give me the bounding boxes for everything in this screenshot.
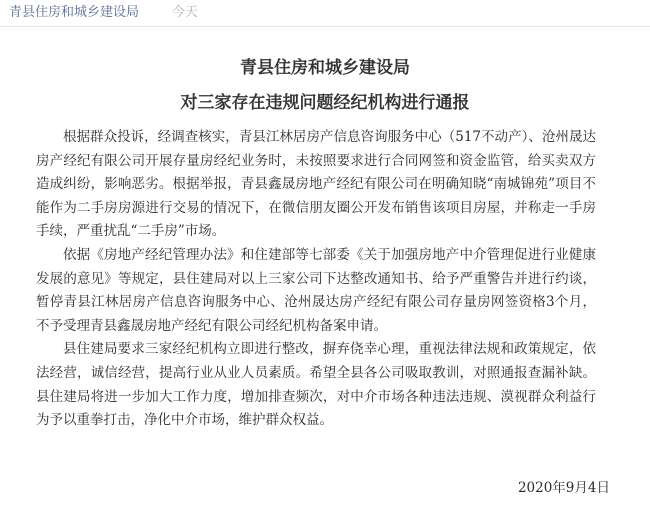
article-title-line-2: 对三家存在违规问题经纪机构进行通报 [180,93,470,113]
post-time: 今天 [172,5,199,20]
article-title-line-1: 青县住房和城乡建设局 [240,58,410,78]
account-name-link[interactable]: 青县住房和城乡建设局 [9,5,140,20]
notice-date: 2020年9月4日 [517,480,610,496]
paragraph-3: 县住建局要求三家经纪机构立即进行整改，摒弃侥幸心理，重视法律法规和政策规定，依法经营，诚信经营，提高行业从业人员素质。希望全县各公司吸取教训，对照通报查漏补缺。县住建局将进一步加大工作力度，增加排查频次，对中介市场各种违法违规、漠视群众利益行为予以重拳打击，净化中介市场，维护群众权益。 [36,341,596,429]
paragraph-1: 根据群众投诉，经调查核实，青县江林居房产信息咨询服务中心（517不动产）、沧州晟达房产经纪有限公司开展存量房经纪业务时，未按照要求进行合同网签和资金监管，给买卖双方造成纠纷，影响恶劣。根据举报，青县鑫晟房地产经纪有限公司在明确知晓“南城锦苑”项目不能作为二手房房源进行交易的情况下，在微信朋友圈公开发布销售该项目房屋，并称走一手房手续，严重扰乱“二手房”市场。 [36,129,596,240]
article-header-bar [0,0,650,27]
paragraph-2: 依据《房地产经纪管理办法》和住建部等七部委《关于加强房地产中介管理促进行业健康发展的意见》等规定，县住建局对以上三家公司下达整改通知书、给予严重警告并进行约谈，暂停青县江林居房产信息咨询服务中心、沧州晟达房产经纪有限公司存量房网签资格3个月，不予受理青县鑫晟房地产经纪有限公司经纪机构备案申请。 [36,246,596,334]
article-body [36,126,596,433]
